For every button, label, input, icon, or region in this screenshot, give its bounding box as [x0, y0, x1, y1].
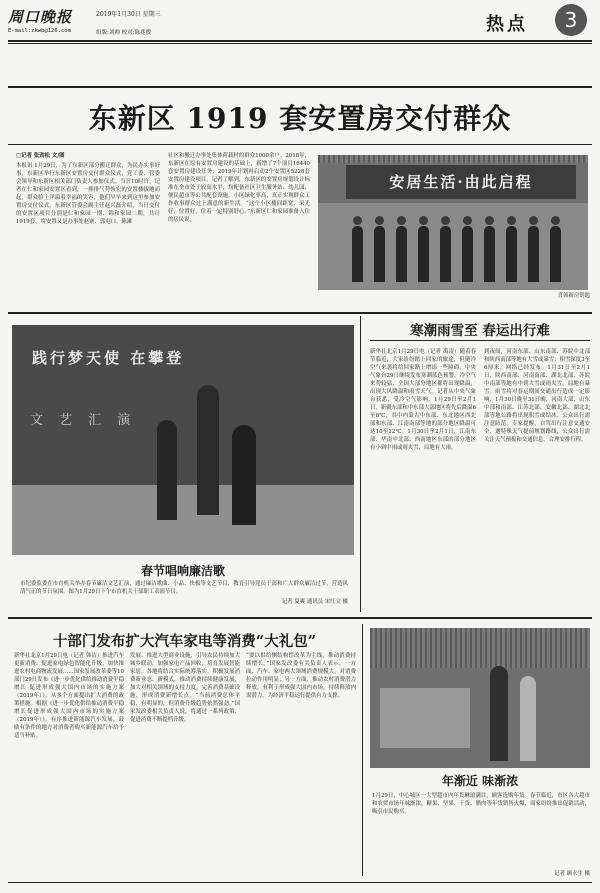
backdrop-slogan: 践行梦天使 在攀登	[32, 349, 185, 367]
story-1-headline-rule	[8, 144, 592, 145]
headline-story-3: 春节唱响廉洁歌	[140, 564, 225, 578]
photo-banner-text: 安居生活·由此启程	[346, 165, 576, 199]
story-3-credit: 记者 夏爽 通讯员 宋红文 摄	[281, 599, 348, 605]
column-divider	[360, 316, 361, 612]
stage-truss	[318, 155, 588, 163]
section-divider-1	[8, 312, 592, 314]
masthead-divider	[8, 40, 592, 42]
headline-story-4: 十部门发布扩大汽车家电等消费“大礼包”	[52, 633, 317, 650]
story-5-credit: 记者 顾永生 摄	[554, 871, 590, 877]
editor-credit: 组版:刘帅 校对:陈兆俊	[96, 30, 151, 36]
issue-date: 2019年1月30日 星期三	[96, 11, 161, 18]
story-5-text: 1月29日，中心城区一大型超市内年货琳琅满目，顾客选购年货。春节临近，市区各大超市和农贸市场年味渐浓，糖果、坚果、干货、腊肉等年货销售火爆，商家纷纷推出促销活动，吸引市民购买。	[372, 793, 590, 815]
column-divider-2	[362, 624, 363, 876]
performer-1	[157, 420, 177, 520]
stage-floor	[12, 485, 354, 555]
shopper-2	[520, 676, 536, 761]
story-1-column-1: 本报讯 1月29日，为了东新区部分搬迁群众，为民办实事好事，东新区举行东新区安置房交付群众仪式，党工委、管委会领导和东新区相关部门负责人参加仪式。当日10时许，记者在仁和家园安置区看到，一排排气势恢宏的安置楼拔地而起，群众脸上洋溢着幸福的笑容，他们早早来到这里参加安置房交付仪式。东新区管委会副主任赵兴磊介绍，当日交付的安置区项目分别是仁和家园一期、锦和家园二期，共计1919套，将安置又是办事处赵寨、郭屯口、陈滩	[16, 163, 160, 225]
masthead-name: 周口晚报	[8, 8, 73, 26]
performer-3	[232, 425, 256, 525]
story-4-column-2: 发展、推进大型商业设施，引导农民持续加大城乡联动，加强家电产品回收，培育发展智能家居。各地将结合实际统筹落实，积极发展消费新业态、新模式，推动消费持续健康发展，加大对相关领域的支持力度，完善消费基础设施，形成消费新增长点。“当前消费总体平稳，有明显的，但消费升级趋势依然强劲。”国家发改委相关负责人说，将通过一系列政策，促进消费不断提档升级。	[130, 653, 240, 723]
market-goods	[380, 688, 470, 748]
masthead-divider-thin	[8, 43, 592, 44]
photo-1-credit: 喜领新房钥匙	[557, 293, 590, 299]
story-2-headline-rule	[370, 340, 590, 341]
performer-2	[197, 385, 219, 515]
headline-story-2: 寒潮雨雪至 春运出行难	[410, 323, 550, 339]
page-bottom-rule	[8, 882, 592, 883]
headline-story-1: 东新区 1919 套安置房交付群众	[88, 102, 512, 135]
byline-story-1: □记者 张劲松 文/图	[16, 153, 65, 159]
section-name: 热点	[486, 14, 528, 35]
story-2-column-1: 新华社北京1月29日电（记者 禹凌）随着春节临近，大家纷纷踏上回家的旅途，但随冷空气来袭将给回家路上增添一些障碍。中央气象台29日继续发布寒潮蓝色预警。冷空气来势较猛，全国大部分地区都将出现降温，出现大风降温和雨雪天气。记者从中央气象台获悉，受冷空气影响，1月29日至2月1日，新疆东部和中东部大部地区将先后降温6至8℃，其中内蒙古中东部、东北地区西北部和东部、江南南部等地的部分地区降温可达10至12℃。1月30日至2月1日，江南东部、华南中北部、西南地区东部的部分地区有小到中雨或雨夹雪，局地有大雨。	[370, 349, 476, 451]
photo-anticorruption-show	[12, 325, 354, 555]
section-divider-2	[8, 617, 592, 619]
headline-story-5: 年渐近 味渐浓	[441, 774, 519, 788]
story-1-top-rule	[8, 86, 592, 88]
story-1-column-2: 社区和搬迁办事处集体荷载村的群众1000余户。2018年，东新区在原有安置房建设的基础上，新增了7个项目16440套安置房建设任务；2019年计划再启动2个安置区5228套安置房建设项目。记者了解到，东新区的安置房规划设计标准在全市处于较高水平，均配备社区卫生服务站、幼儿园、便民超市等公共配套设施，小区绿化率高，真正实现群众工作收事群众过上满意的新生活。“这个小区楼间距宽、采光好，位置好，住着一定特别舒心。”东新区仁和家园准备入住的居民说。	[168, 153, 310, 223]
shopper-1	[490, 666, 508, 761]
story-4-column-1: 新华社北京1月29日电（记者 韩洁）推进汽车更新消费、促进家电绿色智能化升级、加快推进农村电商物流发展……国家发展改革委等10部门29日发布《进一步优化供给推动消费平稳增长 促进形成强大国内市场的实施方案（2019年）》，从多个方面提出扩大消费的政策措施。根据《进一步优化供给推动消费平稳增长促进形成强大国内市场的实施方案（2019年）》，有序推进新能源汽车发展，鼓励有条件的地方对消费者购买新能源汽车给予适当补贴。	[14, 653, 124, 739]
market-shelves	[370, 628, 590, 668]
photo-new-year-market	[370, 628, 590, 768]
email-address: E-mail:zkwb@126.com	[8, 28, 71, 34]
stage-floor	[318, 203, 588, 290]
story-2-column-2: 到夜间，河南东部、山东南部、苏皖中北部和陕西南部等地有大雪或暴雪；积雪深度3至6厘米。网络已经发布。1月31日至2月1日，陕西南部、河南南部、湖北北部、苏皖中南部等地有中到大雪或雨夹雪，局地有暴雪。雨雪将对春运期间交通出行造成一定影响，1月30日晚至31日晚，河南大部、山东中部和南部、江苏北部、安徽北部、湖北北部等地公路将出现积雪或结冰，公众出行需注意防范。专家提醒，自驾出行注意交通安全，遇特殊天气提前规划路线，公众出行需关注天气预报和交通信息，合理安排行程。	[484, 349, 590, 443]
backdrop-event-title: 文 艺 汇 演	[30, 413, 137, 428]
story-4-column-3: “要以供给侧结构性改革为主线，推动消费持续增长。”国家发改委有关负责人表示，一方面，汽车、家电两大领域消费规模大，对消费拉动作用明显；另一方面，推动农村消费潜力释放，有利于形成强大国内市场，持续释放内需潜力，为经济平稳运行提供有力支撑。	[246, 653, 356, 699]
story-3-caption: 市纪委监委在市直机关举办春节廉洁文艺汇演，通过廉洁歌曲、小品、快板等文艺节目，教育引导党员干部和广大群众廉洁过节，营造风清气正的节日氛围。图为1月29日下午市直机关干部职工表演节目。	[20, 581, 348, 595]
page-number-badge: 3	[555, 4, 587, 36]
photo-housing-ceremony	[318, 155, 588, 290]
